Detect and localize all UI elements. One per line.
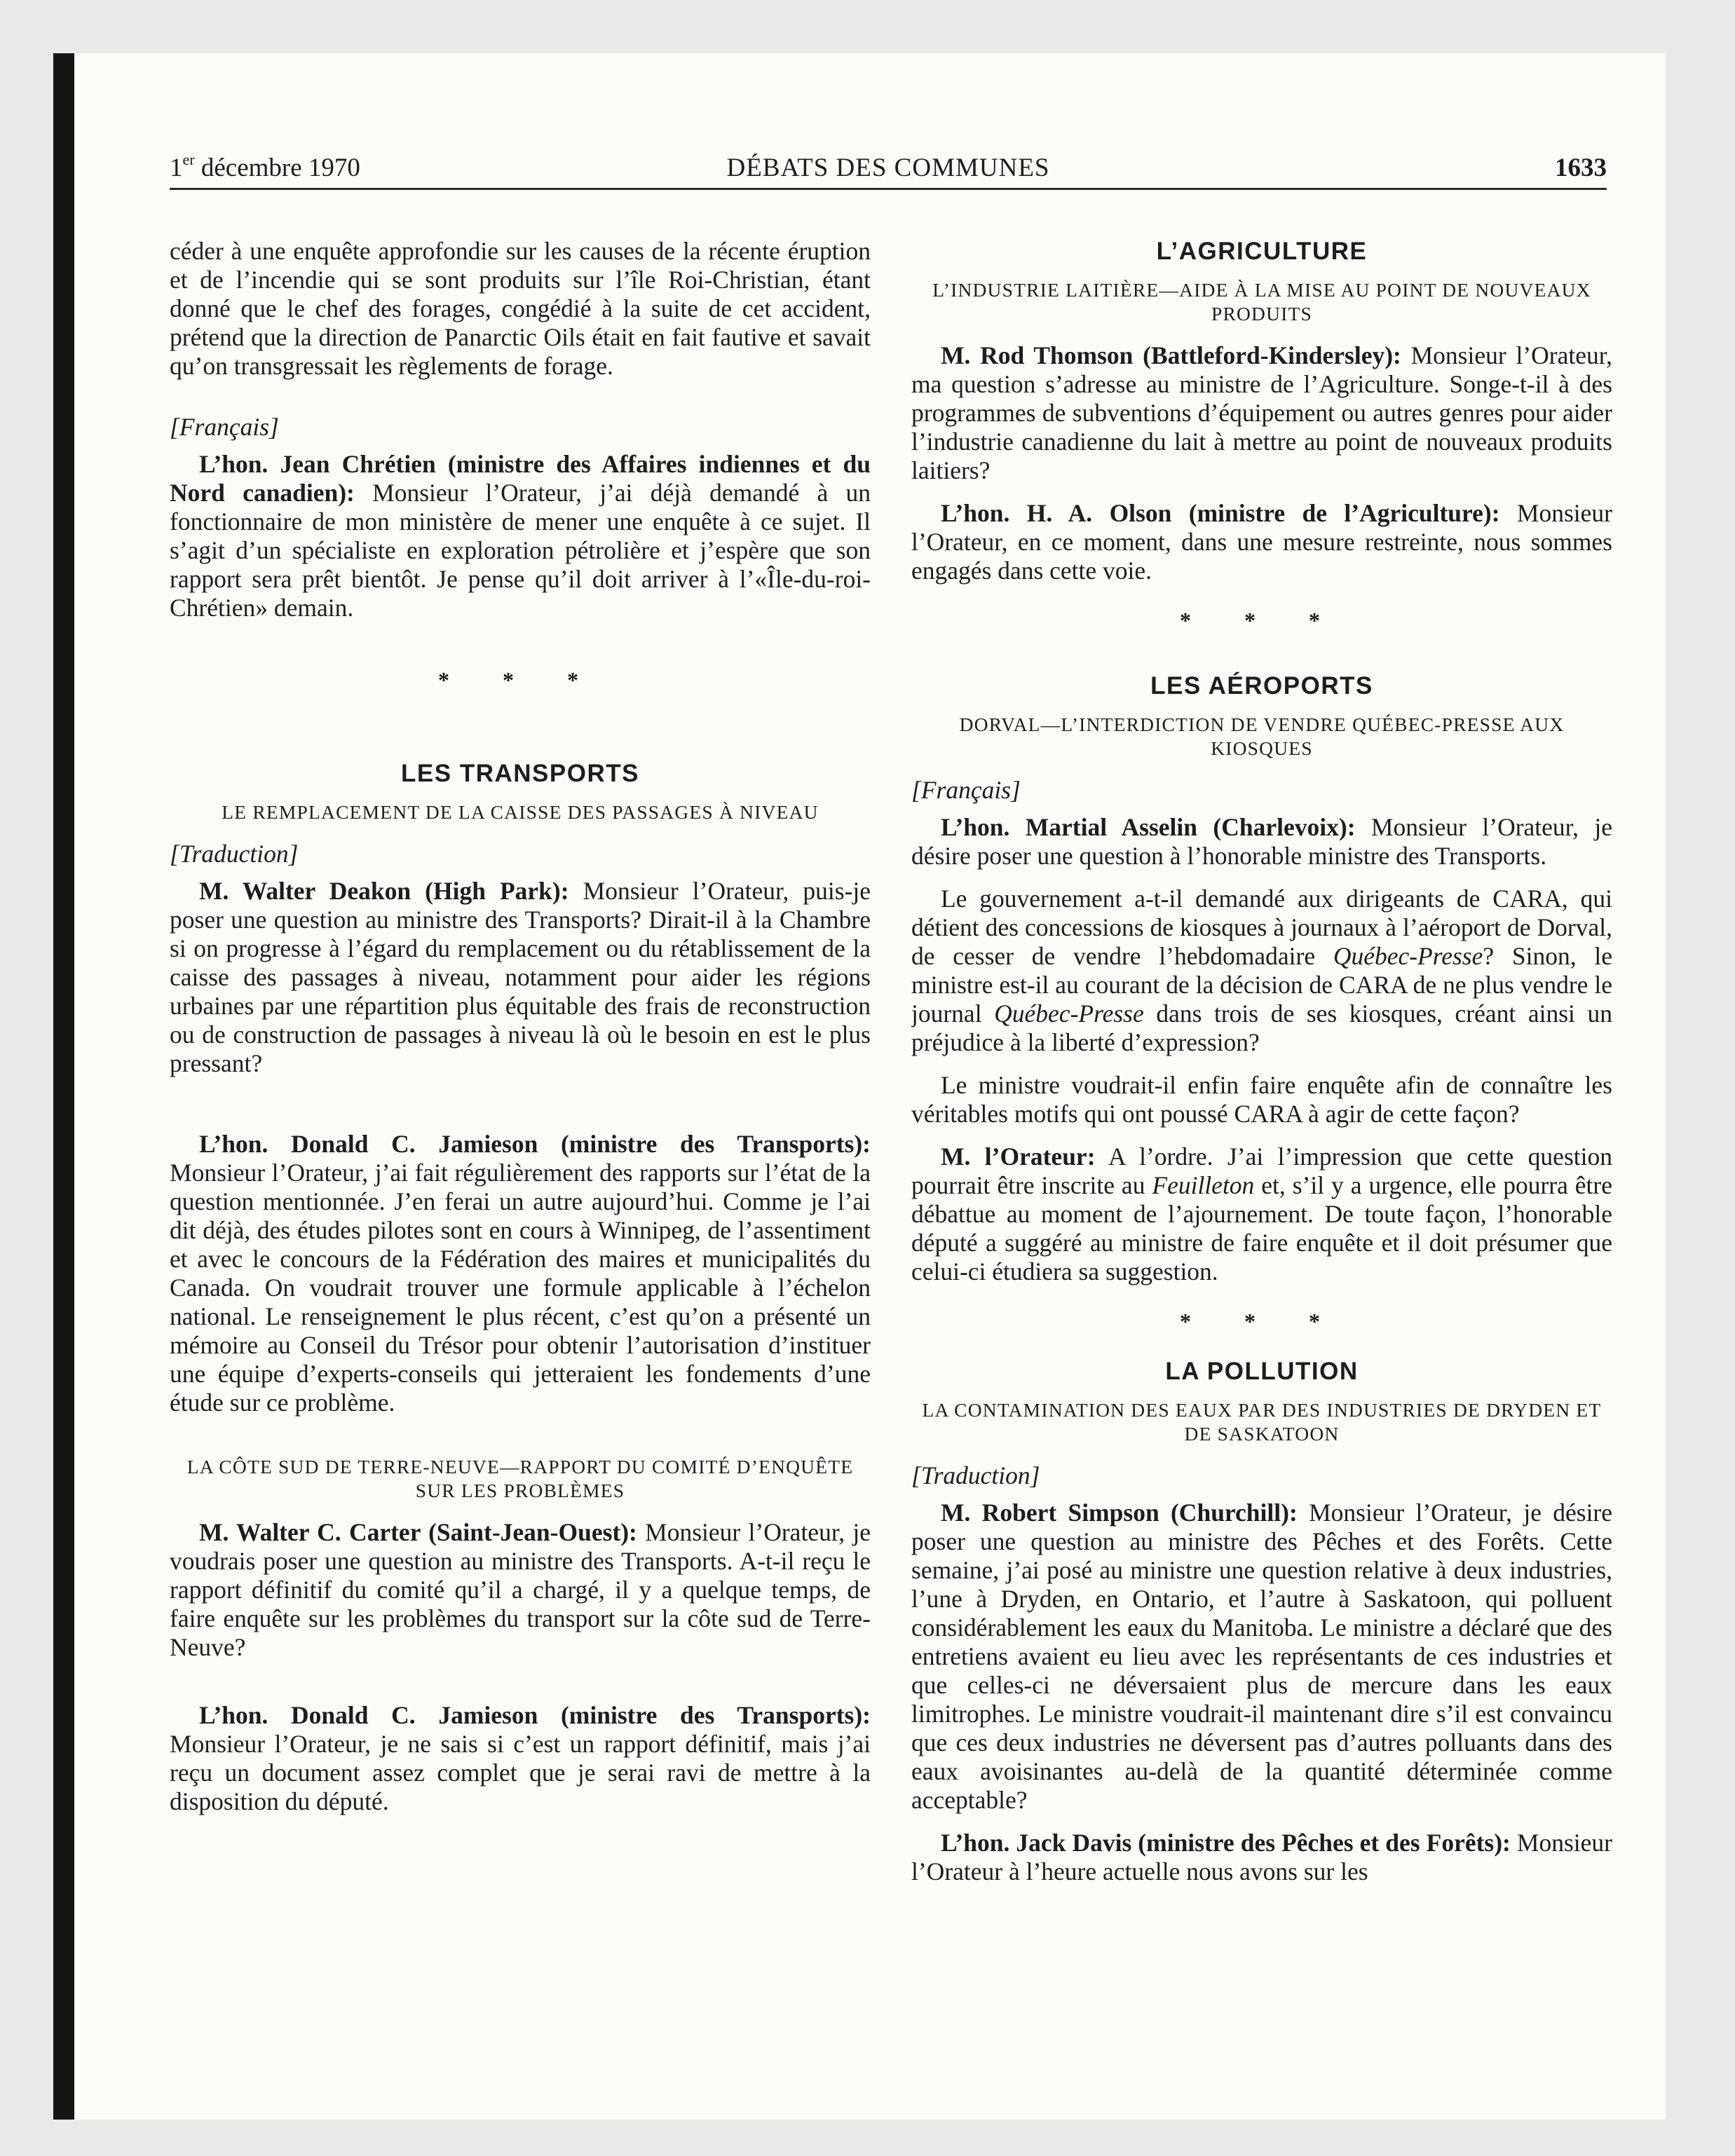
speaker: L’hon. Jean Chrétien (ministre des Affaires indiennes et du Nord canadien): bbox=[170, 450, 871, 507]
right-column bbox=[911, 237, 1612, 2087]
left-column bbox=[170, 237, 871, 2087]
language-tag: [Français] bbox=[911, 776, 1021, 804]
header-title: DÉBATS DES COMMUNES bbox=[726, 153, 1050, 182]
running-header bbox=[170, 149, 1607, 190]
paragraph: L’hon. Jack Davis (ministre des Pêches et des Forêts): Monsieur l’Orateur à l’heure actuelle nous avons sur les bbox=[911, 1829, 1612, 1885]
paragraph: M. Rod Thomson (Battleford-Kindersley): Monsieur l’Orateur, ma question s’adresse au ministre de l’Agriculture. Songe-t-il à des programmes de subventions d’équipement ou autres genres pour aider l’industrie canadienne du lait à mettre au point de nouveaux produits laitiers? bbox=[911, 341, 1612, 484]
language-tag: [Traduction] bbox=[911, 1461, 1040, 1489]
paragraph: M. Walter C. Carter (Saint-Jean-Ouest): Monsieur l’Orateur, je voudrais poser une question au ministre des Transports. A-t-il reçu le rapport définitif du comité qu’il a chargé, il y a quelque temps, de faire enquête sur les problèmes du transport sur la côte sud de Terre-Neuve? bbox=[170, 1518, 871, 1661]
paragraph: L’hon. Martial Asselin (Charlevoix): Monsieur l’Orateur, je désire poser une question à l’honorable ministre des Transports. bbox=[911, 813, 1612, 870]
section-heading: LA POLLUTION bbox=[1165, 1358, 1359, 1385]
paragraph: M. l’Orateur: A l’ordre. J’ai l’impression que cette question pourrait être inscrite au Feuilleton et, s’il y a urgence, elle pourra être débattue au moment de l’ajournement. De toute façon, l’honorable député a suggéré au ministre de faire enquête et il doit présumer que celui-ci étudiera sa suggestion. bbox=[911, 1142, 1612, 1285]
section-separator: * * * bbox=[1180, 1309, 1344, 1334]
subheading: L’INDUSTRIE LAITIÈRE—AIDE À LA MISE AU POINT DE NOUVEAUX PRODUITS bbox=[932, 279, 1591, 325]
speaker: L’hon. Jack Davis (ministre des Pêches et des Forêts): bbox=[941, 1829, 1511, 1857]
language-tag: [Traduction] bbox=[170, 840, 299, 868]
paragraph: L’hon. Jean Chrétien (ministre des Affaires indiennes et du Nord canadien): Monsieur l’Orateur, j’ai déjà demandé à un fonctionnaire de mon ministère de mener une enquête à ce sujet. Il s’agit d’un spécialiste en exploration pétrolière et j’espère que son rapport sera prêt bientôt. Je pense qu’il doit arriver à l’«Île-du-roi-Chrétien» demain. bbox=[170, 450, 871, 622]
speaker: M. Walter C. Carter (Saint-Jean-Ouest): bbox=[199, 1518, 637, 1546]
paragraph: céder à une enquête approfondie sur les causes de la récente éruption et de l’incendie qui se sont produits sur l’île Roi-Christian, étant donné que le chef des forages, congédié à la suite de cet accident, prétend que la direction de Panarctic Oils était en fait fautive et savait qu’on transgressait les règlements de forage. bbox=[170, 237, 871, 380]
speaker: L’hon. Donald C. Jamieson (ministre des Transports): bbox=[199, 1701, 871, 1729]
speaker: M. l’Orateur: bbox=[941, 1142, 1096, 1171]
speaker: L’hon. Donald C. Jamieson (ministre des Transports): bbox=[199, 1130, 871, 1158]
paragraph: M. Robert Simpson (Churchill): Monsieur l’Orateur, je désire poser une question au ministre des Pêches et des Forêts. Cette semaine, j’ai posé au ministre une question relative à deux industries, l’une à Dryden, en Ontario, et l’autre à Saskatoon, qui polluent considérablement les eaux du Manitoba. Le ministre a déclaré que des entretiens avaient eu lieu avec les représentants de ces industries et que celles-ci ne déversaient plus de mercure dans les eaux limitrophes. Le ministre voudrait-il maintenant dire s’il est convaincu que ces deux industries ne déversent pas d’autres polluants dans des eaux avoisinantes au-delà de la quantité déterminée comme acceptable? bbox=[911, 1499, 1612, 1814]
paragraph: M. Walter Deakon (High Park): Monsieur l’Orateur, puis-je poser une question au ministre des Transports? Dirait-il à la Chambre si on progresse à l’égard du remplacement ou du rétablissement de la caisse des passages à niveau, notamment pour aider les régions urbaines par une répartition plus équitable des frais de reconstruction ou de construction de passages à niveau là où le besoin en est le plus pressant? bbox=[170, 877, 871, 1077]
paragraph: L’hon. Donald C. Jamieson (ministre des Transports): Monsieur l’Orateur, j’ai fait régulièrement des rapports sur l’état de la question mentionnée. J’en ferai un autre aujourd’hui. Comme je l’ai dit déjà, des études pilotes sont en cours à Winnipeg, de l’assentiment et avec le concours de la Fédération des maires et municipalités du Canada. On voudrait trouver une formule applicable à l’échelon national. Le renseignement le plus récent, c’est qu’on a présenté un mémoire au Conseil du Trésor pour obtenir l’autorisation d’instituer une équipe d’experts-conseils qui jetteraient les fondements d’une étude sur ce problème. bbox=[170, 1130, 871, 1417]
section-separator: * * * bbox=[1180, 608, 1344, 633]
page-number: 1633 bbox=[1555, 153, 1607, 182]
subheading: LA CONTAMINATION DES EAUX PAR DES INDUSTRIES DE DRYDEN ET DE SASKATOON bbox=[922, 1399, 1602, 1445]
paragraph: Le gouvernement a-t-il demandé aux dirigeants de CARA, qui détient des concessions de kiosques à journaux à l’aéroport de Dorval, de cesser de vendre l’hebdomadaire Québec-Presse? Sinon, le ministre est-il au courant de la décision de CARA de ne plus vendre le journal Québec-Presse dans trois de ses kiosques, créant ainsi un préjudice à la liberté d’expression? bbox=[911, 885, 1612, 1056]
paragraph: L’hon. H. A. Olson (ministre de l’Agriculture): Monsieur l’Orateur, en ce moment, dans une mesure restreinte, nous sommes engagés dans cette voie. bbox=[911, 499, 1612, 585]
speaker: M. Robert Simpson (Churchill): bbox=[941, 1499, 1298, 1527]
subheading: DORVAL—L’INTERDICTION DE VENDRE QUÉBEC-PRESSE AUX KIOSQUES bbox=[959, 714, 1565, 759]
speaker: L’hon. H. A. Olson (ministre de l’Agriculture): bbox=[941, 499, 1500, 527]
section-separator: * * * bbox=[438, 667, 602, 692]
subheading: LE REMPLACEMENT DE LA CAISSE DES PASSAGES À NIVEAU bbox=[222, 801, 819, 823]
section-heading: LES TRANSPORTS bbox=[401, 760, 639, 787]
section-heading: LES AÉROPORTS bbox=[1150, 672, 1373, 700]
header-date: 1er décembre 1970 bbox=[170, 151, 360, 182]
paragraph: L’hon. Donald C. Jamieson (ministre des Transports): Monsieur l’Orateur, je ne sais si c’est un rapport définitif, mais j’ai reçu un document assez complet que je serai ravi de mettre à la disposition du député. bbox=[170, 1701, 871, 1815]
speaker: M. Walter Deakon (High Park): bbox=[199, 877, 569, 905]
language-tag: [Français] bbox=[170, 413, 279, 441]
section-heading: L’AGRICULTURE bbox=[1156, 238, 1368, 265]
paragraph: Le ministre voudrait-il enfin faire enquête afin de connaître les véritables motifs qui ont poussé CARA à agir de cette façon? bbox=[911, 1071, 1612, 1128]
speaker: M. Rod Thomson (Battleford-Kindersley): bbox=[941, 341, 1401, 369]
subheading: LA CÔTE SUD DE TERRE-NEUVE—RAPPORT DU COMITÉ D’ENQUÊTE SUR LES PROBLÈMES bbox=[186, 1456, 854, 1501]
scan-edge bbox=[53, 53, 74, 2120]
speaker: L’hon. Martial Asselin (Charlevoix): bbox=[941, 813, 1356, 841]
